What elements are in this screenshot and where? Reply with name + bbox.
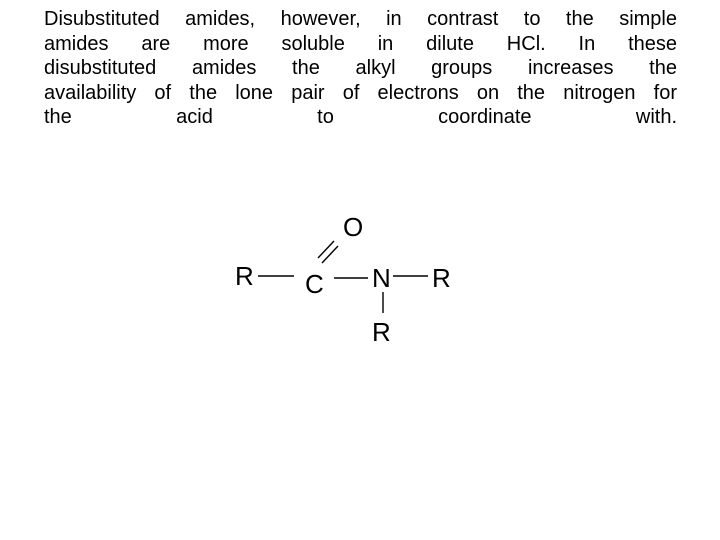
paragraph-line-4: availability of the lone pair of electrons on the nitrogen for — [44, 81, 677, 104]
atom-r-left: R — [235, 261, 254, 291]
atom-oxygen: O — [343, 212, 364, 242]
atom-r-bottom: R — [372, 317, 391, 347]
paragraph-line-3: disubstituted amides the alkyl groups increases the — [44, 57, 677, 79]
atom-nitrogen: N — [372, 263, 391, 293]
atom-r-right: R — [432, 263, 451, 293]
paragraph-line-5: the acid to coordinate with. — [44, 106, 677, 128]
atom-carbon: C — [305, 269, 324, 299]
paragraph-line-1: Disubstituted amides, however, in contrast to the simple — [44, 8, 677, 30]
bond-c-o-double-1 — [318, 241, 334, 258]
bond-c-o-double-2 — [322, 246, 338, 263]
paragraph-line-2: amides are more soluble in dilute HCl. In these — [44, 32, 677, 55]
